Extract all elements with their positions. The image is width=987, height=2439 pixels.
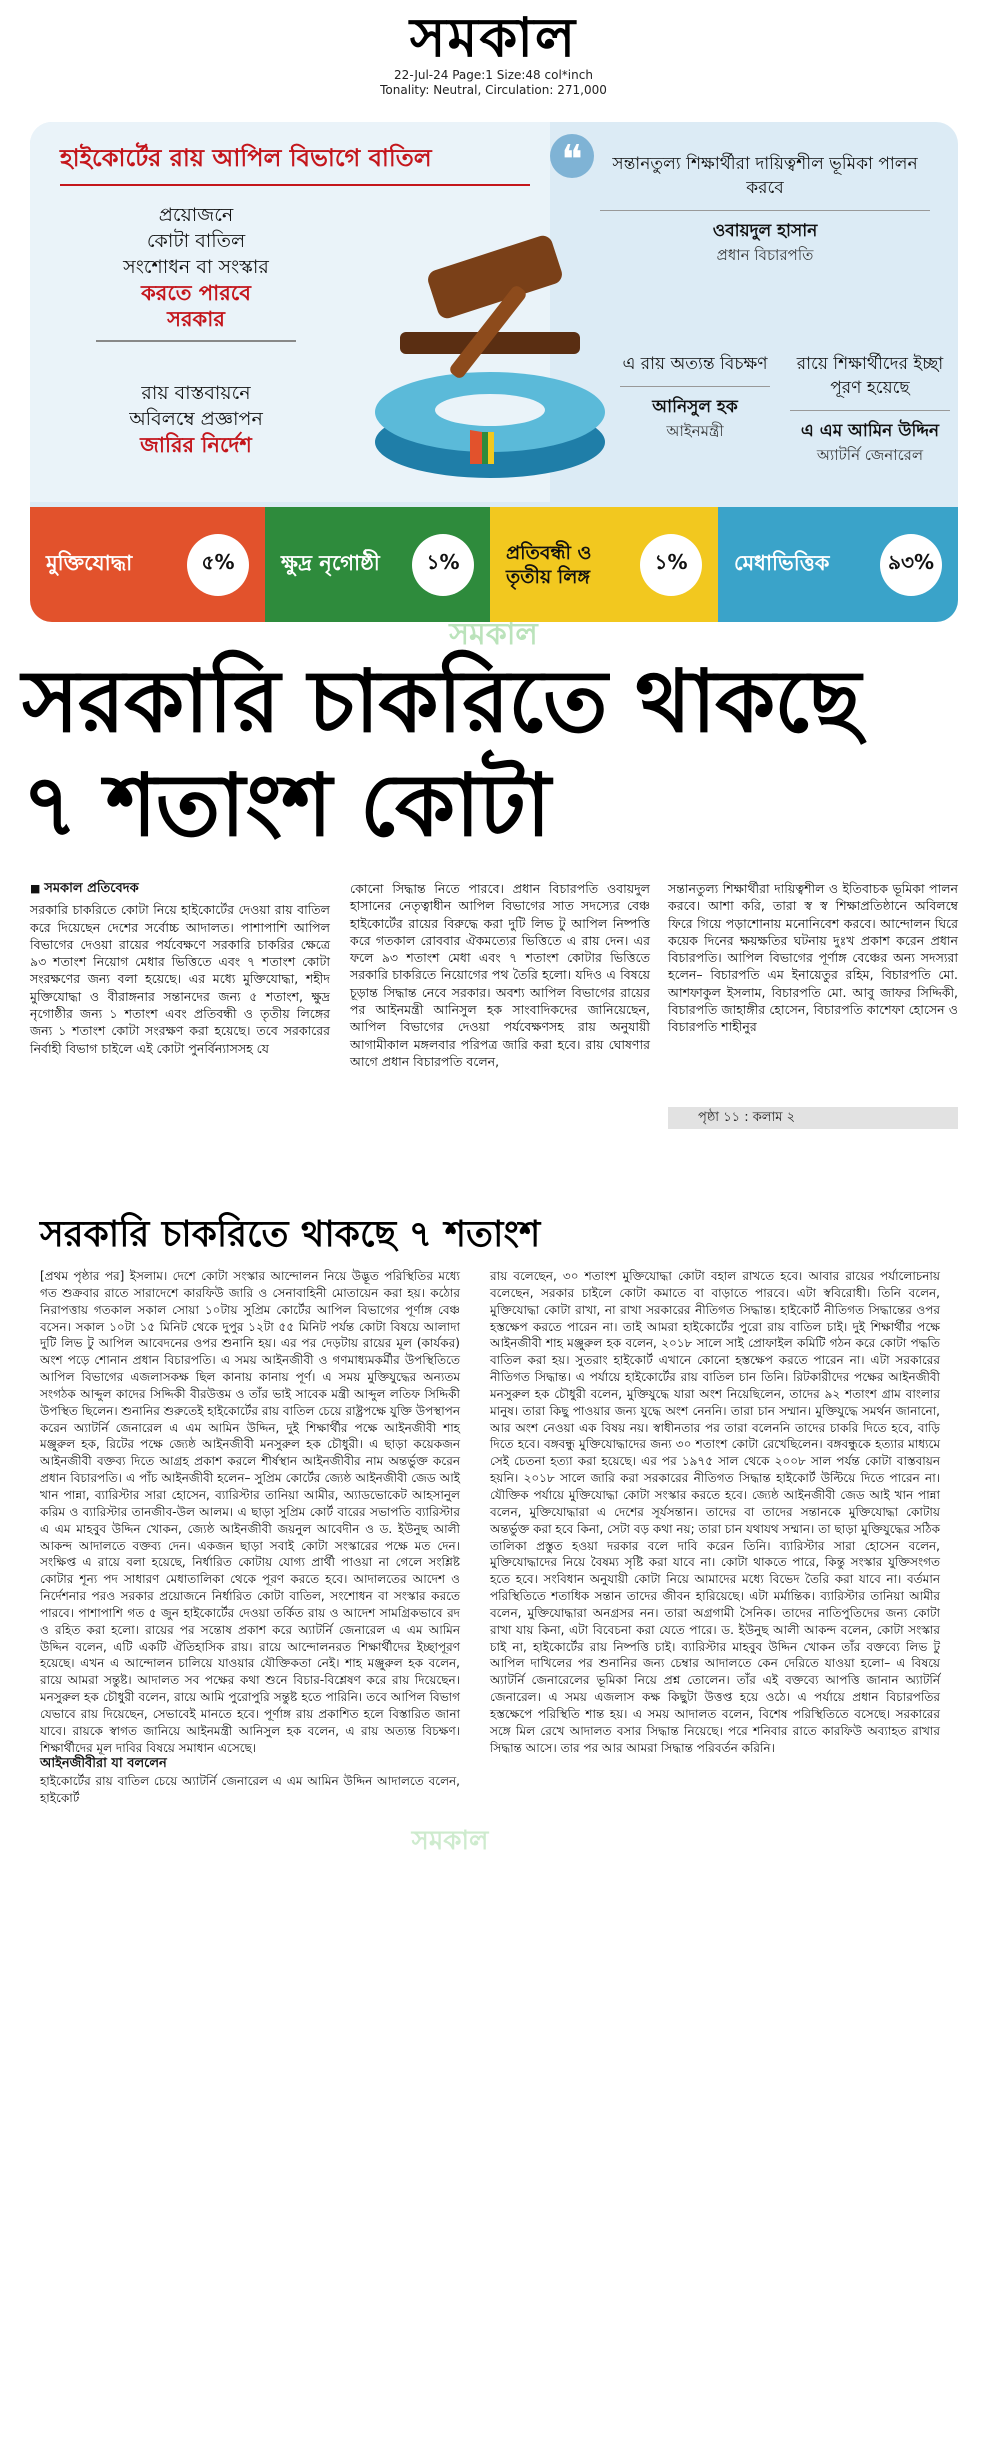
quota-label: মুক্তিযোদ্ধা [46,551,133,575]
main-headline-line1: সরকারি চাকরিতে থাকছে [22,651,860,752]
quota-percent: ৯৩% [880,534,942,596]
quote-text: এ রায় অত্যন্ত বিচক্ষণ [622,354,768,374]
clipping-meta-line1: 22-Jul-24 Page:1 Size:48 col*inch [394,68,593,82]
quote-text: রায়ে শিক্ষার্থীদের ইচ্ছা পূরণ হয়েছে [796,354,944,398]
watermark-2: সমকাল [411,1826,489,1856]
block1-line: সংশোধন বা সংস্কার [123,256,269,278]
block1-red-line: সরকার [167,307,225,331]
watermark: সমকাল [449,617,538,652]
quota-segment-merit [718,507,958,622]
quota-label: প্রতিবন্ধী ও তৃতীয় লিঙ্গ [506,541,592,588]
quote-attorney-general [790,352,950,467]
byline: ■ সমকাল প্রতিবেদক [30,880,330,897]
block1-line: প্রয়োজনে [158,204,234,226]
quote-icon: ❝ [550,134,594,178]
infographic-headline: হাইকোর্টের রায় আপিল বিভাগে বাতিল [60,140,530,186]
block2-red-line: জারির নির্দেশ [140,433,252,457]
quota-segment-ethnic-minority [265,507,490,622]
main-headline-line2: ৭ শতাংশ কোটা [22,755,550,856]
donut-hole [435,394,545,426]
quota-percent: ১% [412,534,474,596]
donut-slice-disabled [488,432,494,464]
quota-share-bar [30,507,958,622]
quote-role: প্রধান বিচারপতি [716,246,814,264]
front-column-1 [30,880,330,1057]
donut-slice-ethnic [482,432,488,464]
block1-red-line: করতে পারবে [141,281,251,305]
continuation-column-2 [490,1268,940,1756]
article-text: [প্রথম পৃষ্ঠার পর] ইসলাম। দেশে কোটা সংস্কার আন্দোলন নিয়ে উদ্ভূত পরিস্থিতির মধ্যে গত শুক্রবার রাতে সারাদেশে কারফিউ জারি ও সেনাবাহিনী মোতায়েন করা হয়। কঠোর নিরাপত্তায় গতকাল সকাল সোয়া ১০টায় সুপ্রিম কোর্টের আপিল বিভাগের পূর্ণাঙ্গ বেঞ্চ বসেন। সকাল ১০টা ১৫ মিনিট থেকে দুপুর ১২টা ৫৫ মিনিট পর্যন্ত কোটা বিষয়ে আলাদা দুটি লিভ টু আপিল আবেদনের ওপর শুনানি হয়। এর পর দেড়টায় রায়ের মূল (কার্যকর) অংশ পড়ে শোনান প্রধান বিচারপতি। এ সময় আইনজীবী ও গণমাধ্যমকর্মীর উপস্থিতিতে আপিল বিভাগের এজলাসকক্ষ ছিল কানায় কানায় পূর্ণ। এ সময় মুক্তিযুদ্ধের অন্যতম সংগঠক আব্দুল কাদের সিদ্দিকী বীরউত্তম ও তাঁর ভাই সাবেক মন্ত্রী আব্দুল লতিফ সিদ্দিকী উপস্থিত ছিলেন। শুনানির শুরুতেই হাইকোর্টের রায় বাতিল চেয়ে রাষ্ট্রপক্ষে যুক্তি উপস্থাপন করেন অ্যাটর্নি জেনারেল এ এম আমিন উদ্দিন, দুই শিক্ষার্থীর পক্ষে আইনজীবী শাহ মঞ্জুরুল হক, রিটের পক্ষে জ্যেষ্ঠ আইনজীবী মনসুরুল হক চৌধুরী। এ ছাড়া কয়েকজন আইনজীবী বক্তব্য দিতে আগ্রহ প্রকাশ করলে শীর্ষস্থান আইনজীবীর নাম অন্তর্ভুক্ত করেন প্রধান বিচারপতি। এ পাঁচ আইনজীবী হলেন– সুপ্রিম কোর্টের জ্যেষ্ঠ আইনজীবী জেড আই খান পান্না, ব্যারিস্টার সারা হোসেন, ব্যারিস্টার তানিয়া আমীর, অ্যাডভোকেট আহসানুল করিম ও ব্যারিস্টার তানজীব-উল আলম। এ ছাড়া সুপ্রিম কোর্ট বারের সভাপতি ব্যারিস্টার এ এম মাহবুব উদ্দিন খোকন, জ্যেষ্ঠ আইনজীবী জয়নুল আবেদীন ও ড. ইউনুছ আলী আকন্দ আদালতে বক্তব্য দেন। একজন ছাড়া সবাই কোটা সংস্কারের পক্ষে মত দেন। সংক্ষিপ্ত এ রায়ে বলা হয়েছে, নির্ধারিত কোটায় যোগ্য প্রার্থী পাওয়া না গেলে সংশ্লিষ্ট কোটার শূন্য পদ সাধারণ মেধাতালিকা থেকে পূরণ করতে হবে। আদালতের আদেশ ও নির্দেশনার পরও সরকার প্রয়োজনে নির্ধারিত কোটা বাতিল, সংশোধন বা সংস্কার করতে পারবে। পাশাপাশি গত ৫ জুন হাইকোর্টের দেওয়া তর্কিত রায় ও আদেশ সামগ্রিকভাবে রদ ও রহিত করা হলো। রায়ের পর সন্তোষ প্রকাশ করে অ্যাটর্নি জেনারেল এ এম আমিন উদ্দিন বলেন, এটি একটি ঐতিহাসিক রায়। রায়ে আন্দোলনরত শিক্ষার্থীদের ইচ্ছাপূরণ হয়েছে। এখন এ আন্দোলন চালিয়ে যাওয়ার যৌক্তিকতা নেই। শাহ মঞ্জুরুল হক বলেন, রায়ে আমরা সন্তুষ্ট। আদালত সব পক্ষের কথা শুনে বিচার-বিশ্লেষণ করে রায় দিয়েছেন। মনসুরুল হক চৌধুরী বলেন, রায়ে আমি পুরোপুরি সন্তুষ্ট হতে পারিনি। তবে আপিল বিভাগ যেভাবে রায় দিয়েছেন, সেভাবেই মানতে হবে। পূর্ণাঙ্গ রায় প্রকাশিত হলে বিস্তারিত জানা যাবে। রায়কে স্বাগত জানিয়ে আইনমন্ত্রী আনিসুল হক বলেন, এ রায় অত্যন্ত বিচক্ষণ। শিক্ষার্থীদের মূল দাবির বিষয়ে সমাধান এসেছে। [40,1269,460,1755]
clipping-meta-line2: Tonality: Neutral, Circulation: 271,000 [380,83,607,97]
article-text: রায় বলেছেন, ৩০ শতাংশ মুক্তিযোদ্ধা কোটা বহাল রাখতে হবে। আবার রায়ের পর্যালোচনায় বলেছেন, সরকার চাইলে কোটা কমাতে বা বাড়াতে পারবে। এটা স্ববিরোধী। তিনি বলেন, মুক্তিযোদ্ধা কোটা রাখা, না রাখা সরকারের নীতিগত সিদ্ধান্ত। হাইকোর্ট নীতিগত সিদ্ধান্তের ওপর হস্তক্ষেপ করতে পারেন না। তাই আমরা হাইকোর্টের পুরো রায় বাতিল চাই। দুই শিক্ষার্থীর পক্ষে আইনজীবী শাহ মঞ্জুরুল হক বলেন, ২০১৮ সালে সাই প্রোফাইল কমিটি গঠন করে কোটা পদ্ধতি বাতিল করা হয়। সুতরাং হাইকোর্ট এখানে কোনো হস্তক্ষেপ করতে পারেন না। এটা সরকারের নীতিগত সিদ্ধান্ত। এ পর্যায়ে হাইকোর্টের রায় বাতিল চান তিনি। রিটকারীদের পক্ষের আইনজীবী মনসুরুল হক চৌধুরী বলেন, মুক্তিযুদ্ধে যারা অংশ নিয়েছিলেন, তাদের ৯২ শতাংশ গ্রাম বাংলার মানুষ। তারা কিছু পাওয়ার জন্য যুদ্ধে অংশ নেননি। তারা চান সম্মান। মুক্তিযুদ্ধে সমর্থন জানানো, আর অংশ নেওয়া এক বিষয় নয়। স্বাধীনতার পর তারা বলেননি তাদের চাকরি দিতে হবে, বাড়ি দিতে হবে। বঙ্গবন্ধু মুক্তিযোদ্ধাদের জন্য ৩০ শতাংশ কোটা রেখেছিলেন। বঙ্গবন্ধুকে হত্যার মাধ্যমে সেই চেতনা হত্যা করা হয়েছে। এর পর ১৯৭৫ সাল থেকে ২০০৮ সাল পর্যন্ত কোটা বাস্তবায়ন হয়নি। ২০১৮ সালে জারি করা সরকারের নীতিগত সিদ্ধান্ত হাইকোর্ট উল্টিয়ে দিতে পারেন না। যৌক্তিক পর্যায়ে মুক্তিযোদ্ধা কোটা সংস্কার করতে হবে। জ্যেষ্ঠ আইনজীবী জেড আই খান পান্না বলেন, মুক্তিযোদ্ধারা এ দেশের সূর্যসন্তান। তাদের বা তাদের সন্তানকে মুক্তিযোদ্ধা কোটায় অন্তর্ভুক্ত করা হবে কিনা, সেটা বড় কথা নয়; তারা চান যথাযথ সম্মান। তা ছাড়া মুক্তিযুদ্ধের সঠিক তালিকা প্রস্তুত হওয়া দরকার বলে দাবি করেন তিনি। ব্যারিস্টার সারা হোসেন বলেন, মুক্তিযোদ্ধাদের নিয়ে বৈষম্য সৃষ্টি করা যাবে না। কোটা থাকতে পারে, কিন্তু সংস্কার যুক্তিসংগত হতে হবে। সংবিধান অনুযায়ী কোটা নিয়ে আমাদের মধ্যে বিভেদ তৈরি করা যাবে না। বর্তমান পরিস্থিতিতে শতাধিক সন্তান তাদের জীবন হারিয়েছে। এটা মর্মান্তিক। ব্যারিস্টার তানিয়া আমীর বলেন, মুক্তিযোদ্ধারা অনগ্রসর নন। তারা অগ্রগামী সৈনিক। তাদের নাতিপুতিদের জন্য কোটা রাখা যায় কিনা, এটা বিবেচনা করা যেতে পারে। ড. ইউনুছ আলী আকন্দ বলেন, কোটা সংস্কার চাই না, হাইকোর্টের রায় নিষ্পত্তি চাই। ব্যারিস্টার মাহবুব উদ্দিন খোকন তাঁর বক্তব্যে লিভ টু আপিল দাখিলের পর শুনানির জন্য চেম্বার আদালতে কেন দেরিতে যাওয়া হলো– এ বিষয়ে অ্যাটর্নি জেনারেলের ভূমিকা নিয়ে প্রশ্ন তোলেন। তাঁর এই বক্তব্যে আপত্তি জানান অ্যাটর্নি জেনারেল। এ সময় এজলাস কক্ষ কিছুটা উত্তপ্ত হয়ে ওঠে। এ পর্যায়ে প্রধান বিচারপতির হস্তক্ষেপে পরিস্থিতি শান্ত হয়। এ সময় আদালত বলেন, বিশেষ পরিস্থিতিতে বসেছে। সরকারের সঙ্গে মিল রেখে আদালত বসার সিদ্ধান্ত নিয়েছে। পরে শনিবার রাতে কারফিউ অব্যাহত রাখার সিদ্ধান্ত আসে। তার পর আর আমরা সিদ্ধান্ত পরিবর্তন করিনি। [490,1269,940,1755]
quota-label: ক্ষুদ্র নৃগোষ্ঠী [281,551,380,575]
infographic-block-circular [66,380,326,458]
quote-name: এ এম আমিন উদ্দিন [790,410,950,443]
gavel-head [425,233,564,321]
quota-label: মেধাভিত্তিক [734,551,830,575]
quota-percent: ১% [640,534,702,596]
quota-segment-disabled-third-gender [490,507,718,622]
quote-role: আইনমন্ত্রী [666,422,724,440]
page-continuation-ref: পৃষ্ঠা ১১ : কলাম ২ [668,1107,958,1129]
block2-line: অবিলম্বে প্রজ্ঞাপন [129,408,263,430]
donut-slice-freedom-fighter [470,430,482,464]
block2-line: রায় বাস্তবায়নে [141,382,251,404]
quote-role: অ্যাটর্নি জেনারেল [816,446,924,464]
block-divider [96,340,296,342]
article-text: সরকারি চাকরিতে কোটা নিয়ে হাইকোর্টের দেওয়া রায় বাতিল করে দিয়েছেন দেশের সর্বোচ্চ আদালত। পাশাপাশি আপিল বিভাগের দেওয়া রায়ের পর্যবেক্ষণে সরকারি চাকরির ক্ষেত্রে ৯৩ শতাংশ নিয়োগ মেধার ভিত্তিতে এবং ৭ শতাংশ কোটা সংরক্ষণের জন্য বলা হয়েছে। এর মধ্যে মুক্তিযোদ্ধা, শহীদ মুক্তিযোদ্ধা ও বীরাঙ্গনার সন্তানদের জন্য ৫ শতাংশ, ক্ষুদ্র নৃগোষ্ঠীর জন্য ১ শতাংশ এবং প্রতিবন্ধী ও তৃতীয় লিঙ্গের জন্য ১ শতাংশ কোটা সংরক্ষণ করা হয়েছে। তবে সরকারের নির্বাহী বিভাগ চাইলে এই কোটা পুনর্বিন্যাসসহ যে [30,902,330,1056]
main-headline [22,650,972,858]
subhead-lawyers: আইনজীবীরা যা বললেন [40,1756,167,1772]
quote-chief-justice [600,152,930,267]
quote-law-minister [620,352,770,443]
masthead [0,0,987,118]
newspaper-logo: সমকাল [409,5,578,69]
front-column-3 [668,880,958,1036]
quota-infographic [30,122,958,622]
quota-percent: ৫% [187,534,249,596]
infographic-block-amendment [66,202,326,342]
gavel-donut-illustration [360,192,620,492]
front-column-2 [350,880,650,1070]
article-text: হাইকোর্টের রায় বাতিল চেয়ে অ্যাটর্নি জেনারেল এ এম আমিন উদ্দিন আদালতে বলেন, হাইকোর্ট [40,1774,460,1806]
continuation-title: সরকারি চাকরিতে থাকছে ৭ শতাংশ [40,1213,541,1255]
continuation-column-1 [40,1268,460,1807]
article-text: সন্তানতুল্য শিক্ষার্থীরা দায়িত্বশীল ও ইতিবাচক ভূমিকা পালন করবে। আশা করি, তারা স্ব স্ব শিক্ষাপ্রতিষ্ঠানে অবিলম্বে ফিরে গিয়ে পড়াশোনায় মনোনিবেশ করবে। আন্দোলন ঘিরে কয়েক দিনের ক্ষয়ক্ষতির ঘটনায় দুঃখ প্রকাশ করেন প্রধান বিচারপতি। আপিল বিভাগের পূর্ণাঙ্গ বেঞ্চের অন্য সদস্যরা হলেন– বিচারপতি এম ইনায়েতুর রহিম, বিচারপতি মো. আশফাকুল ইসলাম, বিচারপতি মো. আবু জাফর সিদ্দিকী, বিচারপতি জাহাঙ্গীর হোসেন, বিচারপতি কাশেফা হোসেন ও বিচারপতি শাহীনুর [668,881,958,1035]
quote-text: সন্তানতুল্য শিক্ষার্থীরা দায়িত্বশীল ভূমিকা পালন করবে [612,154,918,198]
article-text: কোনো সিদ্ধান্ত নিতে পারবে। প্রধান বিচারপতি ওবায়দুল হাসানের নেতৃত্বাধীন আপিল বিভাগের সাত সদস্যের বেঞ্চ হাইকোর্টের রায়ের বিরুদ্ধে করা দুটি লিভ টু আপিল নিষ্পত্তি করে গতকাল রোববার ঐকমত্যের ভিত্তিতে এ রায় দেন। এর ফলে ৯৩ শতাংশ মেধা এবং ৭ শতাংশ কোটার ভিত্তিতে সরকারি চাকরিতে নিয়োগের পথ তৈরি হলো। যদিও এ বিষয়ে চূড়ান্ত সিদ্ধান্ত নেবে সরকার। অবশ্য আপিল বিভাগের রায়ের পর আইনমন্ত্রী আনিসুল হক সাংবাদিকদের জানিয়েছেন, আপিল বিভাগের দেওয়া পর্যবেক্ষণসহ রায় অনুযায়ী আগামীকাল মঙ্গলবার পরিপত্র জারি করা হবে। রায় ঘোষণার আগে প্রধান বিচারপতি বলেন, [350,881,650,1069]
quota-segment-freedom-fighter [30,507,265,622]
quote-name: আনিসুল হক [620,386,770,419]
quote-name: ওবায়দুল হাসান [600,210,930,243]
block1-line: কোটা বাতিল [146,230,246,252]
